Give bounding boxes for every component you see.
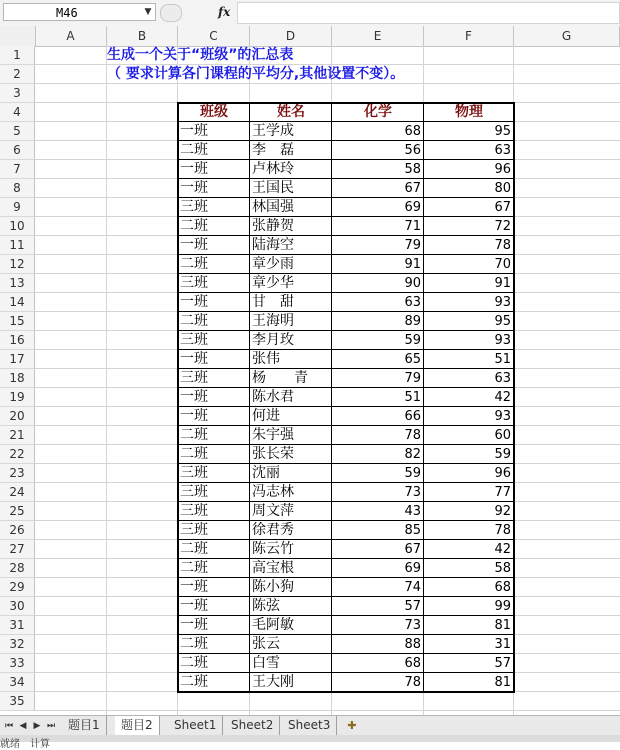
table-cell[interactable]: 78 [424, 521, 514, 540]
table-cell[interactable]: 80 [424, 179, 514, 198]
row-header-15[interactable]: 15 [0, 312, 35, 331]
column-header-f[interactable]: F [424, 26, 514, 46]
table-cell[interactable]: 90 [332, 274, 424, 293]
column-header-e[interactable]: E [332, 26, 424, 46]
table-cell[interactable]: 卢林玲 [250, 160, 332, 179]
table-cell[interactable]: 沈丽 [250, 464, 332, 483]
table-cell[interactable]: 三班 [178, 198, 250, 217]
table-border [177, 292, 514, 293]
sheet-title-line1[interactable]: 生成一个关于“班级”的汇总表 [107, 47, 294, 63]
table-cell[interactable]: 王国民 [250, 179, 332, 198]
gridline [35, 710, 620, 711]
table-cell[interactable]: 何进 [250, 407, 332, 426]
table-border [177, 577, 514, 578]
formula-input[interactable] [237, 2, 620, 24]
table-cell[interactable]: 三班 [178, 521, 250, 540]
first-sheet-icon[interactable]: ⏮ [4, 721, 14, 731]
table-border [177, 691, 515, 693]
table-cell[interactable]: 88 [332, 635, 424, 654]
table-border [177, 140, 514, 141]
table-cell[interactable]: 一班 [178, 578, 250, 597]
formula-bar-splitter[interactable] [160, 4, 182, 22]
table-cell[interactable]: 一班 [178, 122, 250, 141]
table-cell[interactable]: 68 [332, 654, 424, 673]
row-header-20[interactable]: 20 [0, 407, 35, 426]
table-cell[interactable]: 高宝根 [250, 559, 332, 578]
table-cell[interactable]: 三班 [178, 331, 250, 350]
insert-function-icon[interactable]: fx [218, 5, 231, 19]
table-cell[interactable]: 冯志林 [250, 483, 332, 502]
table-cell[interactable]: 74 [332, 578, 424, 597]
table-cell[interactable]: 92 [424, 502, 514, 521]
table-cell[interactable]: 66 [332, 407, 424, 426]
row-header-34[interactable]: 34 [0, 673, 35, 692]
row-header-21[interactable]: 21 [0, 426, 35, 445]
column-header-c[interactable]: C [178, 26, 250, 46]
table-cell[interactable]: 一班 [178, 407, 250, 426]
table-border [177, 672, 514, 673]
table-header-cell[interactable]: 班级 [178, 103, 250, 122]
table-border [177, 159, 514, 160]
table-cell[interactable]: 杨 青 [250, 369, 332, 388]
row-header-10[interactable]: 10 [0, 217, 35, 236]
column-header-row [0, 26, 620, 47]
table-cell[interactable]: 二班 [178, 445, 250, 464]
column-header-b[interactable]: B [107, 26, 178, 46]
row-header-35[interactable]: 35 [0, 692, 35, 711]
sheet-tab[interactable]: Sheet1 [168, 716, 223, 735]
table-cell[interactable]: 93 [424, 331, 514, 350]
table-cell[interactable]: 51 [332, 388, 424, 407]
table-cell[interactable]: 白雪 [250, 654, 332, 673]
row-header-7[interactable]: 7 [0, 160, 35, 179]
table-cell[interactable]: 60 [424, 426, 514, 445]
table-border [331, 102, 332, 692]
table-border [177, 273, 514, 274]
table-cell[interactable]: 一班 [178, 350, 250, 369]
table-cell[interactable]: 95 [424, 122, 514, 141]
row-header-19[interactable]: 19 [0, 388, 35, 407]
table-cell[interactable]: 张长荣 [250, 445, 332, 464]
table-cell[interactable]: 51 [424, 350, 514, 369]
table-cell[interactable]: 二班 [178, 255, 250, 274]
insert-sheet-icon[interactable]: ✚ [347, 719, 357, 732]
table-border [177, 406, 514, 407]
table-cell[interactable]: 李 磊 [250, 141, 332, 160]
row-header-1[interactable]: 1 [0, 46, 35, 65]
table-border [249, 102, 250, 692]
table-cell[interactable]: 章少华 [250, 274, 332, 293]
table-cell[interactable]: 周文萍 [250, 502, 332, 521]
table-cell[interactable]: 68 [332, 122, 424, 141]
table-cell[interactable]: 59 [332, 331, 424, 350]
last-sheet-icon[interactable]: ⏭ [46, 721, 56, 731]
row-header-3[interactable]: 3 [0, 84, 35, 103]
table-cell[interactable]: 二班 [178, 673, 250, 692]
table-header-cell[interactable]: 物理 [424, 103, 514, 122]
table-cell[interactable]: 82 [332, 445, 424, 464]
table-cell[interactable]: 70 [424, 255, 514, 274]
table-border [177, 634, 514, 635]
sheet-tab[interactable]: Sheet3 [282, 716, 337, 735]
table-cell[interactable]: 一班 [178, 160, 250, 179]
table-cell[interactable]: 59 [424, 445, 514, 464]
table-cell[interactable]: 81 [424, 673, 514, 692]
table-cell[interactable]: 96 [424, 464, 514, 483]
formula-bar [0, 0, 620, 27]
table-cell[interactable]: 二班 [178, 635, 250, 654]
table-cell[interactable]: 三班 [178, 464, 250, 483]
table-cell[interactable]: 三班 [178, 483, 250, 502]
row-header-4[interactable]: 4 [0, 103, 35, 122]
table-cell[interactable]: 73 [332, 483, 424, 502]
row-header-14[interactable]: 14 [0, 293, 35, 312]
table-cell[interactable]: 67 [424, 198, 514, 217]
row-header-16[interactable]: 16 [0, 331, 35, 350]
table-cell[interactable]: 57 [332, 597, 424, 616]
table-cell[interactable]: 二班 [178, 141, 250, 160]
table-border [177, 539, 514, 540]
table-cell[interactable]: 二班 [178, 426, 250, 445]
table-cell[interactable]: 徐君秀 [250, 521, 332, 540]
row-header-33[interactable]: 33 [0, 654, 35, 673]
row-header-32[interactable]: 32 [0, 635, 35, 654]
column-header-d[interactable]: D [250, 26, 332, 46]
table-cell[interactable]: 王海明 [250, 312, 332, 331]
next-sheet-icon[interactable]: ▶ [33, 721, 41, 731]
table-cell[interactable]: 68 [424, 578, 514, 597]
table-cell[interactable]: 91 [424, 274, 514, 293]
row-header-28[interactable]: 28 [0, 559, 35, 578]
table-cell[interactable]: 42 [424, 388, 514, 407]
table-cell[interactable]: 63 [332, 293, 424, 312]
table-cell[interactable]: 二班 [178, 312, 250, 331]
table-border [177, 482, 514, 483]
table-border [177, 311, 514, 312]
chevron-down-icon[interactable]: ▼ [144, 7, 152, 17]
table-cell[interactable]: 91 [332, 255, 424, 274]
table-border [177, 463, 514, 464]
table-cell[interactable]: 朱宇强 [250, 426, 332, 445]
table-cell[interactable]: 42 [424, 540, 514, 559]
table-cell[interactable]: 72 [424, 217, 514, 236]
table-cell[interactable]: 三班 [178, 502, 250, 521]
table-cell[interactable]: 81 [424, 616, 514, 635]
table-cell[interactable]: 二班 [178, 217, 250, 236]
table-header-cell[interactable]: 化学 [332, 103, 424, 122]
row-header-30[interactable]: 30 [0, 597, 35, 616]
table-cell[interactable]: 79 [332, 236, 424, 255]
status-bar [0, 735, 620, 750]
table-cell[interactable]: 89 [332, 312, 424, 331]
table-cell[interactable]: 三班 [178, 274, 250, 293]
table-cell[interactable]: 章少雨 [250, 255, 332, 274]
row-header-9[interactable]: 9 [0, 198, 35, 217]
table-cell[interactable]: 78 [332, 426, 424, 445]
table-cell[interactable]: 63 [424, 369, 514, 388]
table-border [177, 425, 514, 426]
table-cell[interactable]: 陈弦 [250, 597, 332, 616]
row-header-26[interactable]: 26 [0, 521, 35, 540]
row-header-23[interactable]: 23 [0, 464, 35, 483]
table-cell[interactable]: 甘 甜 [250, 293, 332, 312]
status-text: 就绪 计算 [0, 739, 50, 750]
row-header-27[interactable]: 27 [0, 540, 35, 559]
table-border [177, 330, 514, 331]
row-header-8[interactable]: 8 [0, 179, 35, 198]
table-cell[interactable]: 58 [332, 160, 424, 179]
table-cell[interactable]: 一班 [178, 236, 250, 255]
table-cell[interactable]: 63 [424, 141, 514, 160]
table-cell[interactable]: 一班 [178, 293, 250, 312]
sheet-tab[interactable]: 题目2 [115, 716, 160, 735]
table-cell[interactable]: 陈水君 [250, 388, 332, 407]
table-cell[interactable]: 一班 [178, 616, 250, 635]
table-cell[interactable]: 79 [332, 369, 424, 388]
row-header-22[interactable]: 22 [0, 445, 35, 464]
table-cell[interactable]: 43 [332, 502, 424, 521]
table-cell[interactable]: 张云 [250, 635, 332, 654]
table-cell[interactable]: 59 [332, 464, 424, 483]
table-border [177, 558, 514, 559]
table-cell[interactable]: 王大刚 [250, 673, 332, 692]
table-cell[interactable]: 96 [424, 160, 514, 179]
table-cell[interactable]: 张伟 [250, 350, 332, 369]
table-border [177, 121, 514, 122]
table-cell[interactable]: 67 [332, 540, 424, 559]
sheet-tab-bar [0, 715, 620, 736]
row-header-25[interactable]: 25 [0, 502, 35, 521]
table-border [177, 444, 514, 445]
table-border [177, 235, 514, 236]
table-border [177, 216, 514, 217]
table-border [177, 615, 514, 616]
row-header-13[interactable]: 13 [0, 274, 35, 293]
table-cell[interactable]: 二班 [178, 654, 250, 673]
table-border [177, 197, 514, 198]
table-cell[interactable]: 99 [424, 597, 514, 616]
column-header-a[interactable]: A [35, 26, 107, 46]
table-border [177, 254, 514, 255]
table-border [177, 520, 514, 521]
table-cell[interactable]: 张静贺 [250, 217, 332, 236]
table-cell[interactable]: 78 [424, 236, 514, 255]
row-header-11[interactable]: 11 [0, 236, 35, 255]
table-cell[interactable]: 陆海空 [250, 236, 332, 255]
table-cell[interactable]: 71 [332, 217, 424, 236]
table-cell[interactable]: 二班 [178, 540, 250, 559]
table-cell[interactable]: 77 [424, 483, 514, 502]
sheet-tab[interactable]: 题目1 [62, 716, 107, 735]
table-cell[interactable]: 93 [424, 407, 514, 426]
row-header-24[interactable]: 24 [0, 483, 35, 502]
table-cell[interactable]: 69 [332, 198, 424, 217]
prev-sheet-icon[interactable]: ◀ [19, 721, 27, 731]
table-cell[interactable]: 二班 [178, 559, 250, 578]
table-cell[interactable]: 一班 [178, 597, 250, 616]
table-cell[interactable]: 56 [332, 141, 424, 160]
table-cell[interactable]: 陈云竹 [250, 540, 332, 559]
row-header-2[interactable]: 2 [0, 65, 35, 84]
row-header-17[interactable]: 17 [0, 350, 35, 369]
table-cell[interactable]: 31 [424, 635, 514, 654]
table-cell[interactable]: 王学成 [250, 122, 332, 141]
sheet-tab[interactable]: Sheet2 [225, 716, 280, 735]
table-cell[interactable]: 69 [332, 559, 424, 578]
table-cell[interactable]: 57 [424, 654, 514, 673]
table-cell[interactable]: 毛阿敏 [250, 616, 332, 635]
table-cell[interactable]: 93 [424, 293, 514, 312]
table-border [177, 102, 515, 104]
table-cell[interactable]: 65 [332, 350, 424, 369]
table-header-cell[interactable]: 姓名 [250, 103, 332, 122]
table-border [177, 368, 514, 369]
row-header-18[interactable]: 18 [0, 369, 35, 388]
table-cell[interactable]: 林国强 [250, 198, 332, 217]
table-border [177, 178, 514, 179]
table-cell[interactable]: 李月玫 [250, 331, 332, 350]
table-cell[interactable]: 三班 [178, 369, 250, 388]
table-cell[interactable]: 85 [332, 521, 424, 540]
table-border [177, 501, 514, 502]
row-header-29[interactable]: 29 [0, 578, 35, 597]
table-cell[interactable]: 一班 [178, 388, 250, 407]
name-box[interactable]: M46 [3, 3, 156, 21]
column-header-g[interactable]: G [514, 26, 620, 46]
table-border [177, 349, 514, 350]
sheet-title-line2[interactable]: （ 要求计算各门课程的平均分,其他设置不变）。 [107, 66, 405, 82]
row-header-31[interactable]: 31 [0, 616, 35, 635]
table-border [177, 102, 179, 693]
row-header-6[interactable]: 6 [0, 141, 35, 160]
table-border [177, 653, 514, 654]
table-cell[interactable]: 一班 [178, 179, 250, 198]
table-border [513, 102, 515, 693]
table-cell[interactable]: 67 [332, 179, 424, 198]
select-all-corner[interactable] [0, 26, 36, 46]
row-header-12[interactable]: 12 [0, 255, 35, 274]
table-border [423, 102, 424, 692]
table-cell[interactable]: 78 [332, 673, 424, 692]
table-border [177, 596, 514, 597]
row-header-5[interactable]: 5 [0, 122, 35, 141]
table-cell[interactable]: 73 [332, 616, 424, 635]
table-cell[interactable]: 陈小狗 [250, 578, 332, 597]
table-cell[interactable]: 95 [424, 312, 514, 331]
table-cell[interactable]: 58 [424, 559, 514, 578]
table-border [177, 387, 514, 388]
